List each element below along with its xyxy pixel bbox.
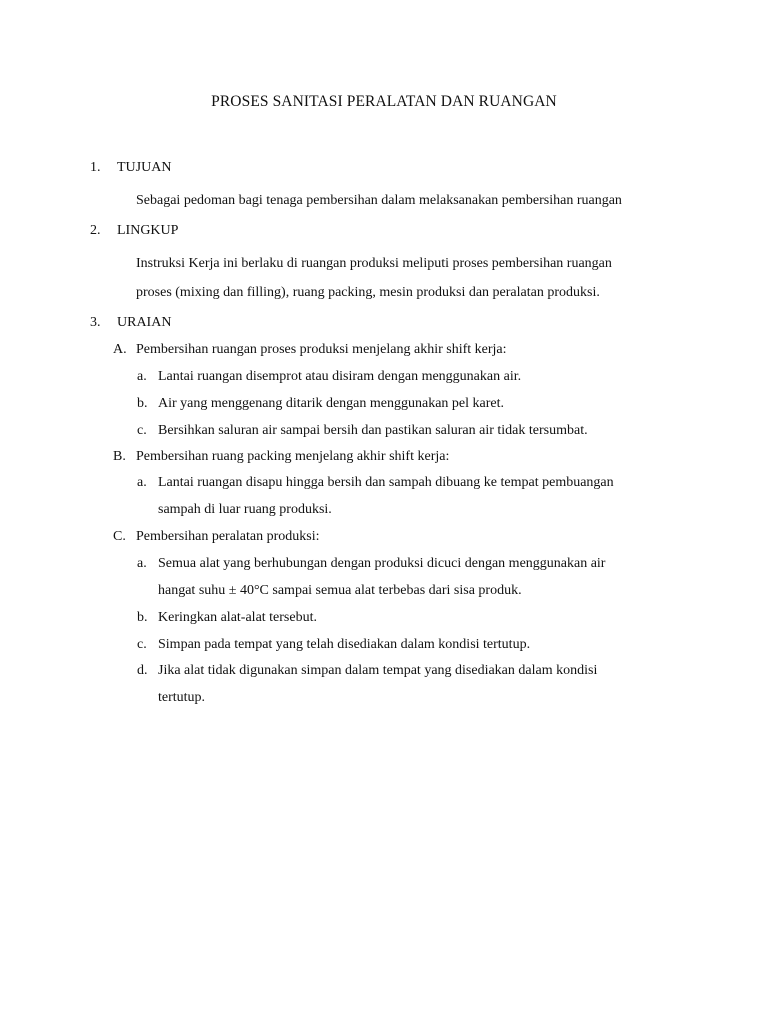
list-item: Bersihkan saluran air sampai bersih dan pastikan saluran air tidak tersumbat. — [158, 423, 588, 438]
section-body-line: proses (mixing dan filling), ruang packing, mesin produksi dan peralatan produksi. — [136, 285, 600, 300]
list-item-continuation — [158, 582, 522, 600]
list-item-letter: c. — [137, 637, 147, 652]
list-item-letter: b. — [137, 396, 148, 411]
section-heading-tujuan: TUJUAN — [117, 160, 172, 175]
subsection-letter: A. — [113, 342, 127, 357]
list-item-letter: a. — [137, 475, 147, 490]
list-item: Jika alat tidak digunakan simpan dalam tempat yang disediakan dalam kondisi — [158, 663, 598, 678]
list-item-letter: d. — [137, 663, 148, 678]
subsection-heading: Pembersihan ruangan proses produksi menjelang akhir shift kerja: — [136, 342, 507, 357]
list-item-letter: a. — [137, 369, 147, 384]
list-item-letter: c. — [137, 423, 147, 438]
list-item-continuation-period: . — [518, 583, 522, 598]
list-item-continuation: sampah di luar ruang produksi. — [158, 502, 332, 517]
list-item: Lantai ruangan disemprot atau disiram dengan menggunakan air. — [158, 369, 522, 384]
list-item-continuation-text: hangat suhu ± 40°C sampai semua alat terbebas dari sisa produk — [158, 583, 519, 598]
list-item: Air yang menggenang ditarik dengan menggunakan pel karet. — [158, 396, 504, 411]
list-item: Keringkan alat-alat tersebut. — [158, 610, 317, 625]
list-item: Lantai ruangan disapu hingga bersih dan sampah dibuang ke tempat pembuangan — [158, 475, 614, 490]
subsection-letter: B. — [113, 449, 126, 464]
section-heading-lingkup: LINGKUP — [117, 223, 179, 238]
subsection-heading: Pembersihan ruang packing menjelang akhir shift kerja: — [136, 449, 450, 464]
section-number: 1. — [90, 160, 101, 175]
document-title: PROSES SANITASI PERALATAN DAN RUANGAN — [211, 93, 557, 110]
subsection-letter: C. — [113, 529, 126, 544]
subsection-heading: Pembersihan peralatan produksi: — [136, 529, 320, 544]
section-body-line: Instruksi Kerja ini berlaku di ruangan produksi meliputi proses pembersihan ruangan — [136, 256, 612, 271]
list-item-letter: a. — [137, 556, 147, 571]
section-number: 3. — [90, 315, 101, 330]
list-item: Simpan pada tempat yang telah disediakan dalam kondisi tertutup. — [158, 637, 531, 652]
section-body-line: Sebagai pedoman bagi tenaga pembersihan dalam melaksanakan pembersihan ruangan — [136, 193, 622, 208]
list-item: Semua alat yang berhubungan dengan produksi dicuci dengan menggunakan air — [158, 556, 606, 571]
list-item-letter: b. — [137, 610, 148, 625]
section-number: 2. — [90, 223, 101, 238]
list-item-continuation: tertutup. — [158, 690, 206, 705]
section-heading-uraian: URAIAN — [117, 315, 172, 330]
